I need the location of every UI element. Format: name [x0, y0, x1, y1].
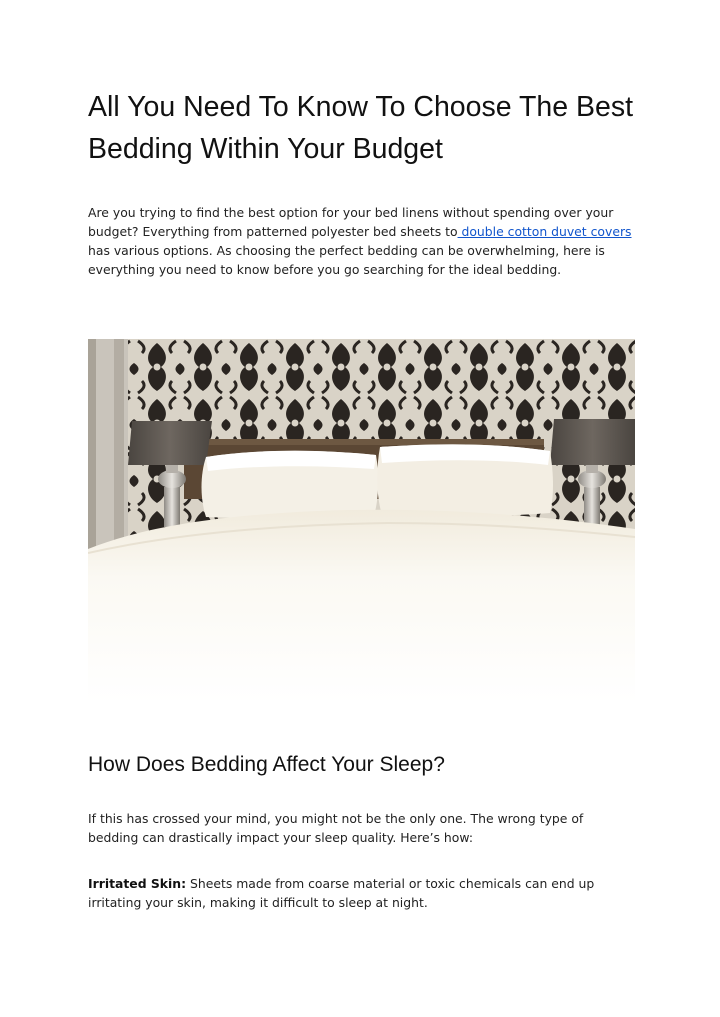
intro-paragraph: [88, 203, 636, 279]
section-intro-paragraph: If this has crossed your mind, you might not be the only one. The wrong type of bedding can drastically impact your sleep quality. Here’s how:: [88, 811, 584, 845]
irritated-skin-label: Irritated Skin:: [88, 876, 187, 891]
intro-text-end: has various options. As choosing the perfect bedding can be overwhelming, here is everything you need to know before you go searching for the ideal bedding.: [88, 243, 605, 277]
irritated-skin-text: Sheets made from coarse material or toxic chemicals can end up irritating your skin, making it difficult to sleep at night.: [88, 876, 595, 910]
irritated-skin-paragraph: [88, 874, 636, 912]
bedroom-photo: [88, 339, 635, 703]
intro-text-start: Are you trying to find the best option for your bed linens without spending over your budget? Everything from patterned polyester bed sheets to: [88, 205, 614, 239]
page-title: All You Need To Know To Choose The Best Bedding Within Your Budget: [88, 91, 634, 165]
double-cotton-duvet-covers-link[interactable]: double cotton duvet covers: [457, 224, 632, 239]
section-heading: How Does Bedding Affect Your Sleep?: [88, 753, 445, 776]
